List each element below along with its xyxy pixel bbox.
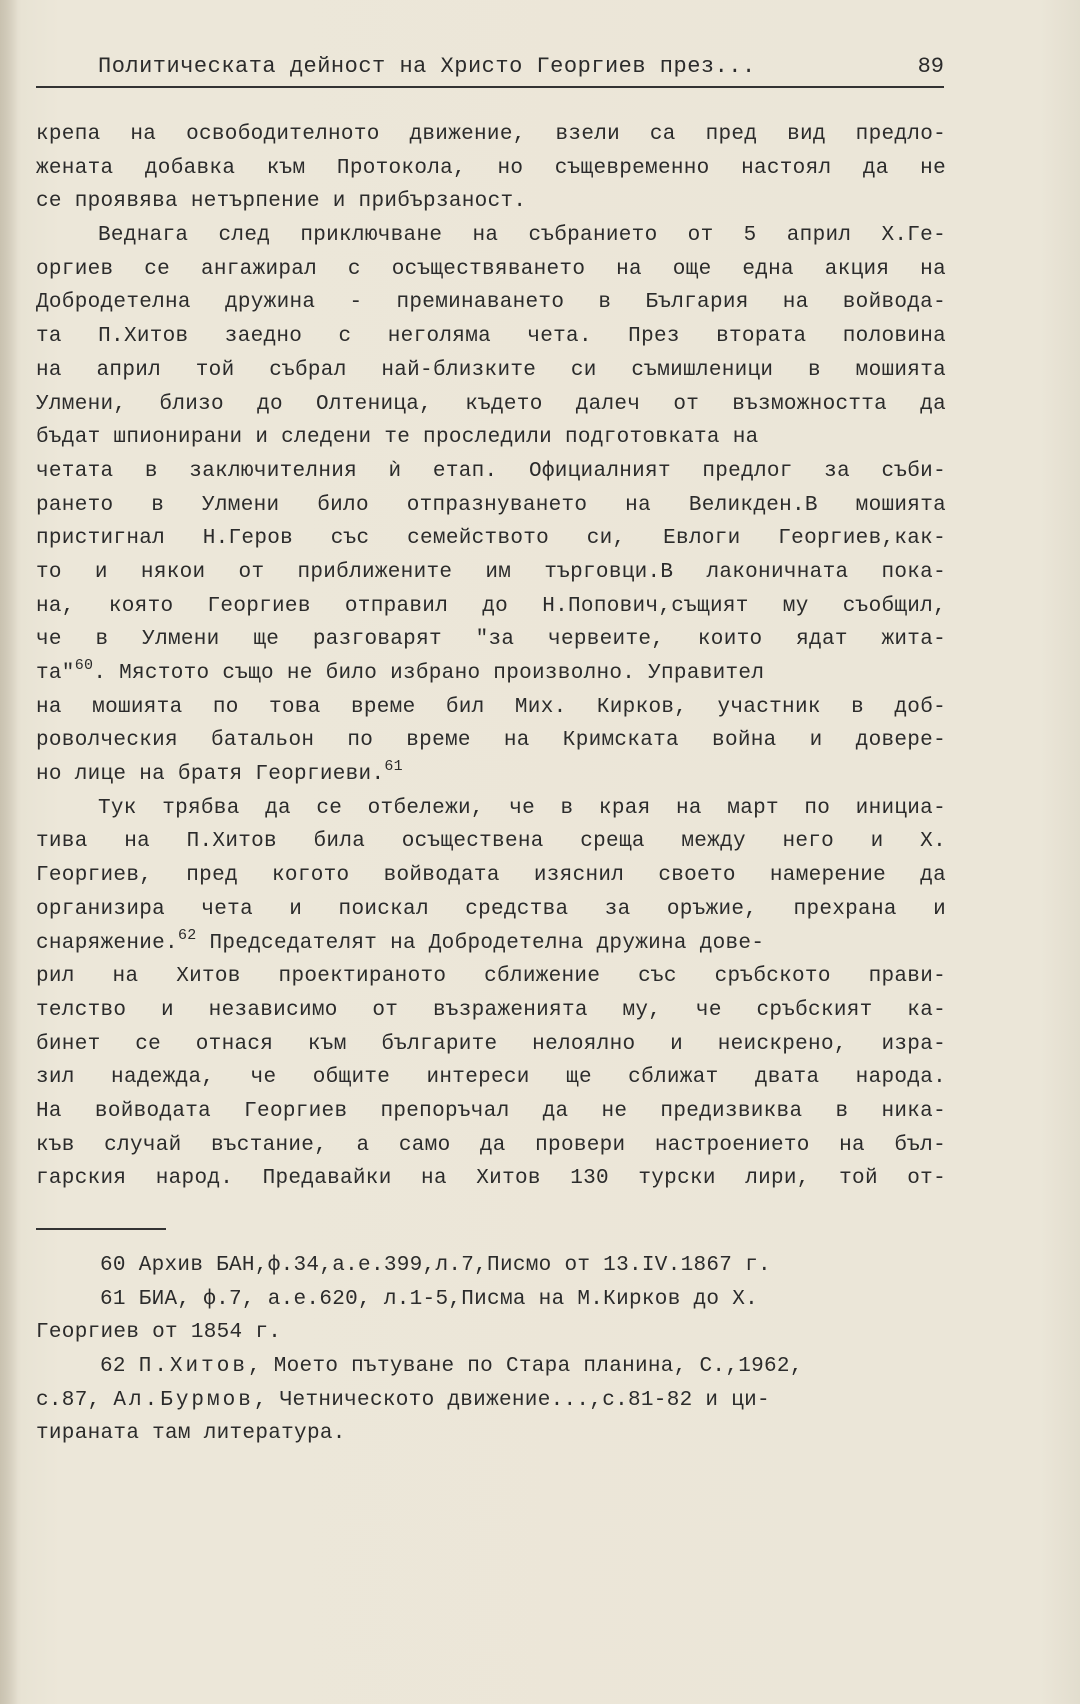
- text-line: бинет се отнася към българите нелоялно и неискрено, изра-: [36, 1032, 946, 1056]
- text-line: тива на П.Хитов била осъществена среща между него и Х.: [36, 830, 946, 854]
- text-line: Георгиев, пред когото войводата изяснил своето намерение да: [36, 864, 946, 888]
- footnote-text: с.87,: [36, 1388, 114, 1412]
- text-line: на, която Георгиев отправил до Н.Попович,същият му съобщил,: [36, 594, 946, 618]
- footnote-ref-62: 62: [177, 926, 197, 944]
- text-line: роволческия батальон по време на Кримската война и довере-: [36, 729, 946, 753]
- binding-shadow: [0, 0, 18, 1704]
- text-line: Веднага след приключване на събранието от 5 април Х.Ге-: [98, 224, 946, 248]
- text-line: [36, 927, 946, 961]
- text-line: крепа на освободителното движение, взели са пред вид предло-: [36, 123, 946, 146]
- footnote-61: 61 БИА, ф.7, а.е.620, л.1-5,Писма на М.Кирков до Х.: [100, 1287, 759, 1311]
- text-line: Тук трябва да се отбележи, че в края на март по инициа-: [98, 796, 946, 820]
- footnote-ref-61: 61: [384, 758, 403, 776]
- text-line: на мошията по това време бил Мих. Кирков, участник в доб-: [36, 695, 946, 719]
- page-number: 89: [917, 54, 944, 79]
- text-line: то и някои от приближените им търговци.В лаконичната пока-: [36, 560, 946, 584]
- running-header: [36, 52, 944, 88]
- footnote-separator: [36, 1228, 166, 1230]
- footnote-number: 62: [100, 1355, 139, 1379]
- footnote-60: 60 Архив БАН,ф.34,а.е.399,л.7,Писмо от 13.IV.1867 г.: [100, 1254, 771, 1277]
- text-fragment: снаряжение.: [36, 931, 178, 955]
- text-line: та П.Хитов заедно с неголяма чета. През втората половина: [36, 325, 946, 349]
- footnote-text: , Моето пътуване по Стара планина, С.,1962,: [247, 1355, 803, 1379]
- footnote-ref-60: 60: [74, 657, 94, 674]
- text-line: На войводата Георгиев препоръчал да не предизвиква в ника-: [36, 1099, 946, 1123]
- footnote-62-continued: [36, 1384, 946, 1418]
- text-fragment: та": [36, 662, 75, 685]
- text-line: зил надежда, че общите интереси ще сближат двата народа.: [36, 1066, 946, 1090]
- text-line: къв случай въстание, а само да провери настроението на бъл-: [36, 1133, 946, 1157]
- footnote-62-continued: тираната там литература.: [36, 1422, 346, 1446]
- text-line: телство и независимо от възраженията му, че сръбският ка-: [36, 998, 946, 1022]
- text-line: [36, 758, 946, 792]
- body-text: [36, 118, 946, 1196]
- text-line: Добродетелна дружина - преминаването в България на войвода-: [36, 291, 946, 315]
- text-line: оргиев се ангажирал с осъществяването на още една акция на: [36, 257, 946, 281]
- footnote-62: [36, 1350, 946, 1384]
- text-line: четата в заключителния ѝ етап. Официалният предлог за съби-: [36, 459, 946, 483]
- text-line: жената добавка към Протокола, но същевременно настоял да не: [36, 156, 946, 180]
- text-line: [36, 657, 946, 691]
- text-line: пристигнал Н.Геров със семейството си, Евлоги Георгиев,как-: [36, 527, 946, 551]
- text-line: се проявява нетърпение и прибързаност.: [36, 190, 527, 214]
- footnotes: [36, 1249, 946, 1451]
- text-line: рането в Улмени било отпразнуването на Великден.В мошията: [36, 493, 946, 517]
- text-fragment: но лице на братя Георгиеви.: [36, 763, 385, 787]
- text-fragment: Председателят на Добродетелна дружина дове-: [196, 931, 765, 955]
- text-line: рил на Хитов проектираното сближение със сръбското прави-: [36, 965, 946, 989]
- running-title: Политическата дейност на Христо Георгиев през...: [98, 54, 756, 79]
- text-line: на април той събрал най-близките си съмишленици в мошията: [36, 358, 946, 382]
- text-line: бъдат шпионирани и следени те проследили подготовката на: [36, 426, 759, 450]
- footnote-text: , Четническото движение...,с.81-82 и ци-: [253, 1388, 770, 1412]
- text-fragment: . Мястото също не било избрано произволно. Управител: [93, 662, 765, 685]
- text-line: гарския народ. Предавайки на Хитов 130 турски лири, той от-: [36, 1167, 946, 1191]
- footnote-author: П.Хитов: [138, 1355, 248, 1379]
- footnote-61-continued: Георгиев от 1854 г.: [36, 1321, 282, 1345]
- text-line: че в Улмени ще разговарят "за червеите, които ядат жита-: [36, 628, 946, 652]
- text-line: организира чета и поискал средства за оръжие, прехрана и: [36, 897, 946, 921]
- footnote-author: Ал.Бурмов: [113, 1388, 254, 1412]
- text-line: Улмени, близо до Олтеница, където далеч от възможността да: [36, 392, 946, 416]
